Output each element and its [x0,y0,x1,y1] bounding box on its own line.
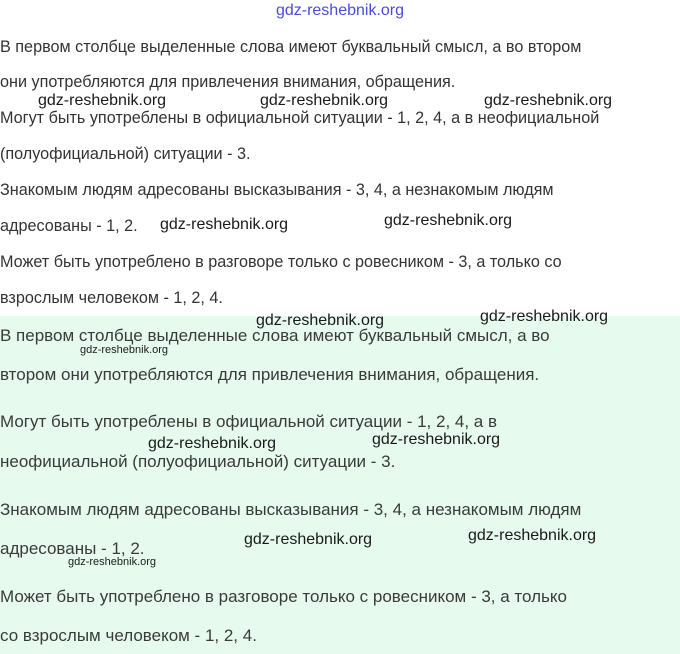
watermark: gdz-reshebnik.org [260,92,389,109]
watermark: gdz-reshebnik.org [148,435,277,452]
text-line: со взрослым человеком - 1, 2, 4. [0,626,257,645]
watermark: gdz-reshebnik.org [372,431,501,448]
text-line: Могут быть употреблены в официальной ситуации - 1, 2, 4, а в неофициальной [0,109,600,127]
watermark: gdz-reshebnik.org [480,308,609,325]
text-line: В первом столбце выделенные слова имеют буквальный смысл, а во втором [0,38,582,56]
watermark: gdz-reshebnik.org [244,531,373,548]
watermark: gdz-reshebnik.org [80,344,169,356]
watermark: gdz-reshebnik.org [484,92,613,109]
text-line: Может быть употреблено в разговоре только с ровесником - 3, а только [0,587,567,606]
text-line: втором они употребляются для привлечения внимания, обращения. [0,365,540,384]
text-line: В первом столбце выделенные слова имеют буквальный смысл, а во [0,326,550,345]
text-line: Знакомым людям адресованы высказывания - 3, 4, а незнакомым людям [0,181,554,199]
watermark-top: gdz-reshebnik.org [275,2,405,19]
watermark: gdz-reshebnik.org [256,312,385,329]
text-line: Знакомым людям адресованы высказывания - 3, 4, а незнакомым людям [0,500,582,519]
text-line: адресованы - 1, 2. [0,217,138,235]
answer-block-plain [0,0,680,316]
text-line: адресованы - 1, 2. [0,539,145,558]
watermark: gdz-reshebnik.org [38,92,167,109]
watermark: gdz-reshebnik.org [160,216,289,233]
text-line: Могут быть употреблены в официальной ситуации - 1, 2, 4, а в [0,412,498,431]
text-line: взрослым человеком - 1, 2, 4. [0,289,223,307]
text-line: они употребляются для привлечения внимания, обращения. [0,73,456,91]
answer-block-highlighted [0,316,680,654]
text-line: (полуофициальной) ситуации - 3. [0,145,251,163]
text-line: Может быть употреблено в разговоре только с ровесником - 3, а только со [0,253,562,271]
watermark: gdz-reshebnik.org [468,527,597,544]
text-line: неофициальной (полуофициальной) ситуации - 3. [0,452,396,471]
watermark: gdz-reshebnik.org [68,556,157,568]
watermark: gdz-reshebnik.org [384,212,513,229]
